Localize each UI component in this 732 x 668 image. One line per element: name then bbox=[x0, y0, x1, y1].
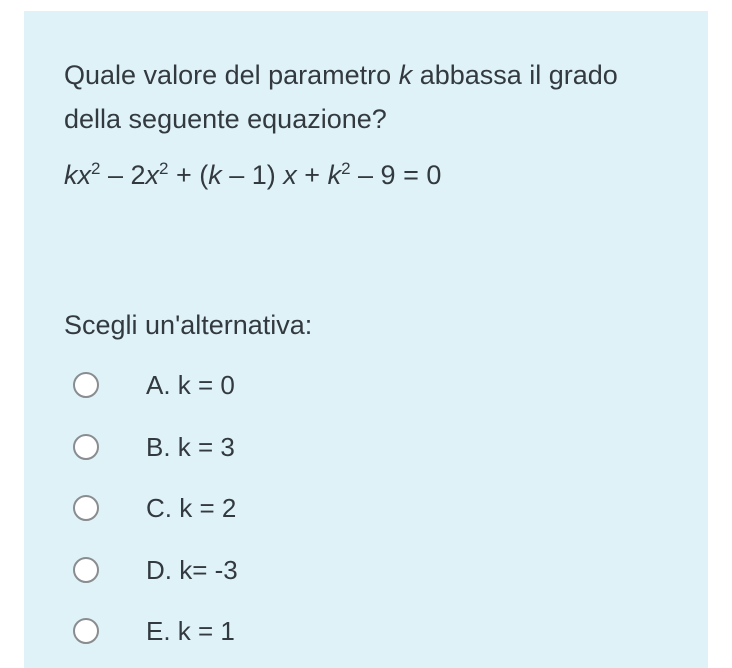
equation-term5-variable: k bbox=[327, 160, 342, 190]
radio-button-e[interactable] bbox=[73, 618, 99, 644]
equation-term5: + bbox=[296, 160, 328, 190]
equation-term6: – 9 = 0 bbox=[350, 160, 442, 190]
radio-button-d[interactable] bbox=[73, 557, 99, 583]
equation-term3-variable: k bbox=[208, 160, 222, 190]
option-label-c[interactable]: C. k = 2 bbox=[146, 493, 237, 523]
option-label-d[interactable]: D. k= -3 bbox=[146, 554, 238, 585]
equation-exponent1: 2 bbox=[91, 159, 101, 178]
option-d[interactable] bbox=[72, 542, 372, 604]
option-e[interactable] bbox=[72, 603, 372, 665]
equation-term1: kx bbox=[64, 160, 91, 190]
option-b[interactable] bbox=[72, 419, 372, 481]
question-panel bbox=[24, 11, 708, 668]
answer-prompt: Scegli un'alternativa: bbox=[64, 310, 313, 340]
option-label-e[interactable]: E. k = 1 bbox=[146, 616, 235, 646]
equation-term4-variable: x bbox=[283, 160, 297, 190]
option-label-b[interactable]: B. k = 3 bbox=[146, 431, 235, 462]
question-text-part2: abbassa il grado della seguente equazione? bbox=[64, 60, 618, 134]
equation-exponent2: 2 bbox=[159, 159, 169, 178]
equation-term3: + ( bbox=[168, 160, 209, 190]
radio-button-a[interactable] bbox=[73, 372, 99, 398]
equation-term4: – 1) bbox=[221, 160, 284, 190]
option-a[interactable] bbox=[72, 357, 372, 419]
question-text-variable: k bbox=[398, 60, 413, 90]
equation-exponent3: 2 bbox=[341, 159, 351, 178]
equation-term2-variable: x bbox=[145, 160, 160, 190]
equation bbox=[64, 157, 441, 193]
radio-button-c[interactable] bbox=[73, 495, 99, 521]
radio-button-b[interactable] bbox=[73, 434, 99, 460]
option-label-a[interactable]: A. k = 0 bbox=[146, 370, 235, 400]
question-text bbox=[64, 53, 664, 141]
answer-options bbox=[72, 357, 372, 665]
equation-term2: – 2 bbox=[100, 160, 146, 190]
option-c[interactable] bbox=[72, 480, 372, 542]
question-text-part1: Quale valore del parametro bbox=[64, 60, 399, 90]
